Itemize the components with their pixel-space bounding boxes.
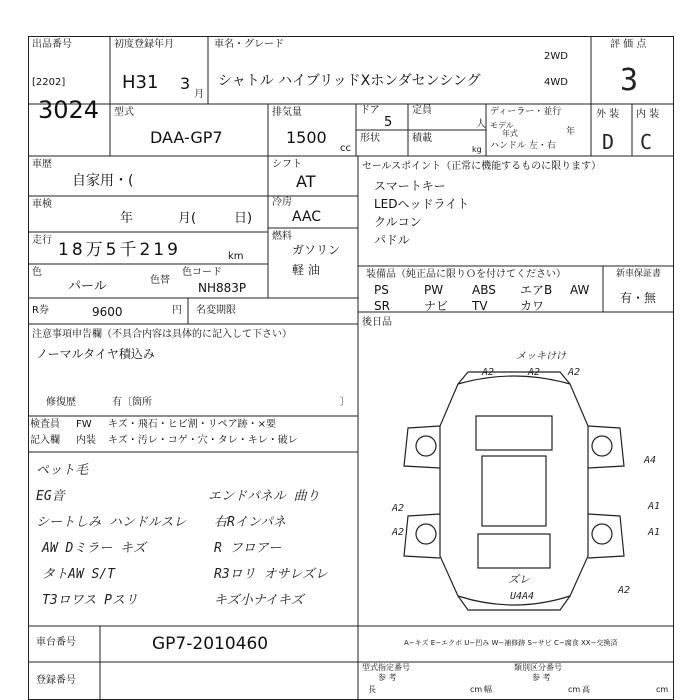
mileage-unit: km <box>228 251 244 262</box>
hw-right-3: R3ロリ オサレズレ <box>214 567 328 582</box>
height-label: 高 <box>582 685 590 694</box>
doors-label: ドア <box>360 105 380 116</box>
reg-month: 3 <box>180 74 191 93</box>
hw-left-5: T3ロワス Pスリ <box>42 593 138 608</box>
hw-right-2: R フロアー <box>214 541 282 556</box>
inspection-label: 車検 <box>32 199 52 210</box>
width-unit: cm <box>568 685 581 694</box>
equipment-label: 装備品（純正品に限りＯを付けてください） <box>366 269 566 280</box>
inspector-label-1: 検査員 <box>30 419 60 430</box>
sales-point-1: LEDヘッドライト <box>374 197 470 211</box>
mileage-value: 18万5千219 <box>58 240 181 260</box>
sales-point-2: クルコン <box>374 215 422 229</box>
registration-label: 登録番号 <box>36 675 76 686</box>
chassis-label: 車台番号 <box>36 637 76 648</box>
diagram-mark-1: A2 <box>482 367 495 378</box>
auction-sheet <box>28 36 674 700</box>
inspector-label-2: 記入欄 <box>30 435 60 446</box>
sales-point-3: パドル <box>374 233 410 247</box>
doors-value: 5 <box>384 115 393 130</box>
color-code-label: 色コード <box>182 267 222 278</box>
inspector-int-items: キズ・汚レ・コゲ・穴・タレ・キレ・破レ <box>108 435 298 446</box>
type-sub: 参 考 <box>378 673 397 682</box>
inspection-day: 日) <box>234 211 253 226</box>
diagram-mark-8: A1 <box>648 527 661 538</box>
fuel-label: 燃料 <box>272 231 292 242</box>
reg-month-unit: 月 <box>194 89 204 100</box>
recycle-label: R券 <box>32 305 49 316</box>
score-value: 3 <box>620 63 639 98</box>
recycle-unit: 円 <box>172 305 182 316</box>
year-unit: 年 <box>566 127 576 137</box>
fuel-light: 軽 油 <box>292 263 320 277</box>
diagram-mark-11: A2 <box>618 585 631 596</box>
name-change-label: 名変期限 <box>196 305 236 316</box>
fuel-gasoline: ガソリン <box>292 243 341 257</box>
car-name: シャトル ハイブリッドXホンダセンシング <box>218 73 481 89</box>
drive-4wd: 4WD <box>544 77 568 88</box>
hw-left-2: シートしみ ハンドルスレ <box>36 515 187 530</box>
model-year-label: モデル <box>490 121 514 130</box>
equip-abs: ABS <box>472 283 496 297</box>
diagram-mark-0: メッキけけ <box>516 351 566 362</box>
lot-small: [2202] <box>32 77 66 88</box>
length-label: 長 <box>368 685 376 694</box>
equip-sr: SR <box>374 299 390 313</box>
equip-tv: TV <box>472 299 488 313</box>
diagram-mark-2: A2 <box>528 367 541 378</box>
recycle-value: 9600 <box>92 305 123 319</box>
chassis-value: GP7-2010460 <box>152 634 269 654</box>
reg-era: H31 <box>122 72 159 93</box>
diagram-mark-4: A4 <box>644 455 657 466</box>
history-value: 自家用・( <box>72 173 134 189</box>
diagram-mark-7: A2 <box>392 527 405 538</box>
type-label: 型式指定番号 <box>362 663 410 672</box>
ext-grade: D <box>602 130 615 154</box>
int-label: 内 装 <box>636 109 660 120</box>
class-label: 類別区分番号 <box>514 663 562 672</box>
shift-label: シフト <box>272 159 302 170</box>
height-unit: cm <box>656 685 669 694</box>
rear-seat-label: 後日品 <box>362 317 392 328</box>
displacement-label: 排気量 <box>272 107 302 118</box>
diagram-mark-5: A2 <box>392 503 405 514</box>
inspector-fw: FW <box>76 419 92 430</box>
lot-number: 3024 <box>38 96 100 124</box>
handle-label: ハンドル 左・右 <box>490 141 556 151</box>
equip-aw: AW <box>570 283 590 297</box>
name-label: 車名・グレード <box>214 39 284 50</box>
class-sub: 参 考 <box>532 673 551 682</box>
equip-ps: PS <box>374 283 389 297</box>
reg-label: 初度登録年月 <box>114 39 174 50</box>
repair-close: 〕 <box>340 397 350 408</box>
sales-point-0: スマートキー <box>374 179 446 193</box>
inspection-month: 月( <box>178 211 197 226</box>
equip-leather: カワ <box>520 299 545 313</box>
diagram-mark-10: U4A4 <box>510 591 535 602</box>
hw-right-1: 右Rインパネ <box>214 515 286 530</box>
hw-left-0: ペット毛 <box>36 463 89 478</box>
warranty-label: 新車保証書 <box>616 269 662 279</box>
color-code: NH883P <box>198 281 247 295</box>
width-label: 幅 <box>484 685 492 694</box>
notes-label: 注意事項申告欄（不具合内容は具体的に記入して下さい） <box>32 329 292 340</box>
inspector-fw-items: キズ・飛石・ヒビ割・リペア跡・×要 <box>108 419 276 430</box>
dealer-label: ディーラー・並行 <box>490 107 562 117</box>
shift-value: AT <box>296 172 316 191</box>
equip-navi: ナビ <box>424 299 449 313</box>
hw-left-4: タトAW S/T <box>42 567 115 582</box>
diagram-mark-3: A2 <box>568 367 581 378</box>
load-unit: kg <box>472 145 482 154</box>
equip-pw: PW <box>424 283 444 297</box>
ext-label: 外 装 <box>596 109 620 120</box>
model-year-sub: 年式 <box>502 129 518 138</box>
notes-text: ノーマルタイヤ積込み <box>36 347 155 361</box>
hw-left-3: AW Dミラー キズ <box>42 541 146 556</box>
diagram-mark-9: ズレ <box>508 573 530 586</box>
length-unit: cm <box>470 685 483 694</box>
lot-label: 出品番号 <box>32 39 72 50</box>
history-label: 車歴 <box>32 159 52 170</box>
hw-left-1: EG音 <box>36 489 65 504</box>
hw-right-4: キズ小ナイキズ <box>214 593 304 608</box>
capacity-label: 定員 <box>412 105 432 116</box>
warranty-value: 有・無 <box>620 291 657 305</box>
model-value: DAA-GP7 <box>150 128 223 147</box>
legend-text: A−キズ E−エクボ U−凹み W−補修跡 S−サビ C−腐食 XX−交換済 <box>404 639 618 647</box>
displacement-unit: cc <box>340 143 351 154</box>
hw-right-0: エンドパネル 曲り <box>208 489 320 504</box>
color-label: 色 <box>32 267 42 278</box>
model-label: 型式 <box>114 107 134 118</box>
displacement-value: 1500 <box>286 128 327 147</box>
load-label: 積載 <box>412 133 432 144</box>
shape-label: 形状 <box>360 133 380 144</box>
repair-value: 有〔箇所 <box>112 397 152 408</box>
mileage-label: 走行 <box>32 235 52 246</box>
color-value: パール <box>68 279 107 294</box>
ac-value: AAC <box>292 209 322 225</box>
sales-label: セールスポイント（正常に機能するものに限ります） <box>362 161 602 172</box>
score-label: 評 価 点 <box>610 39 647 50</box>
drive-2wd: 2WD <box>544 51 568 62</box>
equip-airbag: エアB <box>520 283 553 297</box>
inspection-year: 年 <box>120 211 134 226</box>
capacity-unit: 人 <box>476 119 486 130</box>
color-change-label: 色替 <box>150 275 170 286</box>
diagram-mark-6: A1 <box>648 501 661 512</box>
ac-label: 冷房 <box>272 197 292 208</box>
int-grade: C <box>640 130 653 154</box>
repair-label: 修復歴 <box>46 397 76 408</box>
inspector-int: 内装 <box>76 435 96 446</box>
